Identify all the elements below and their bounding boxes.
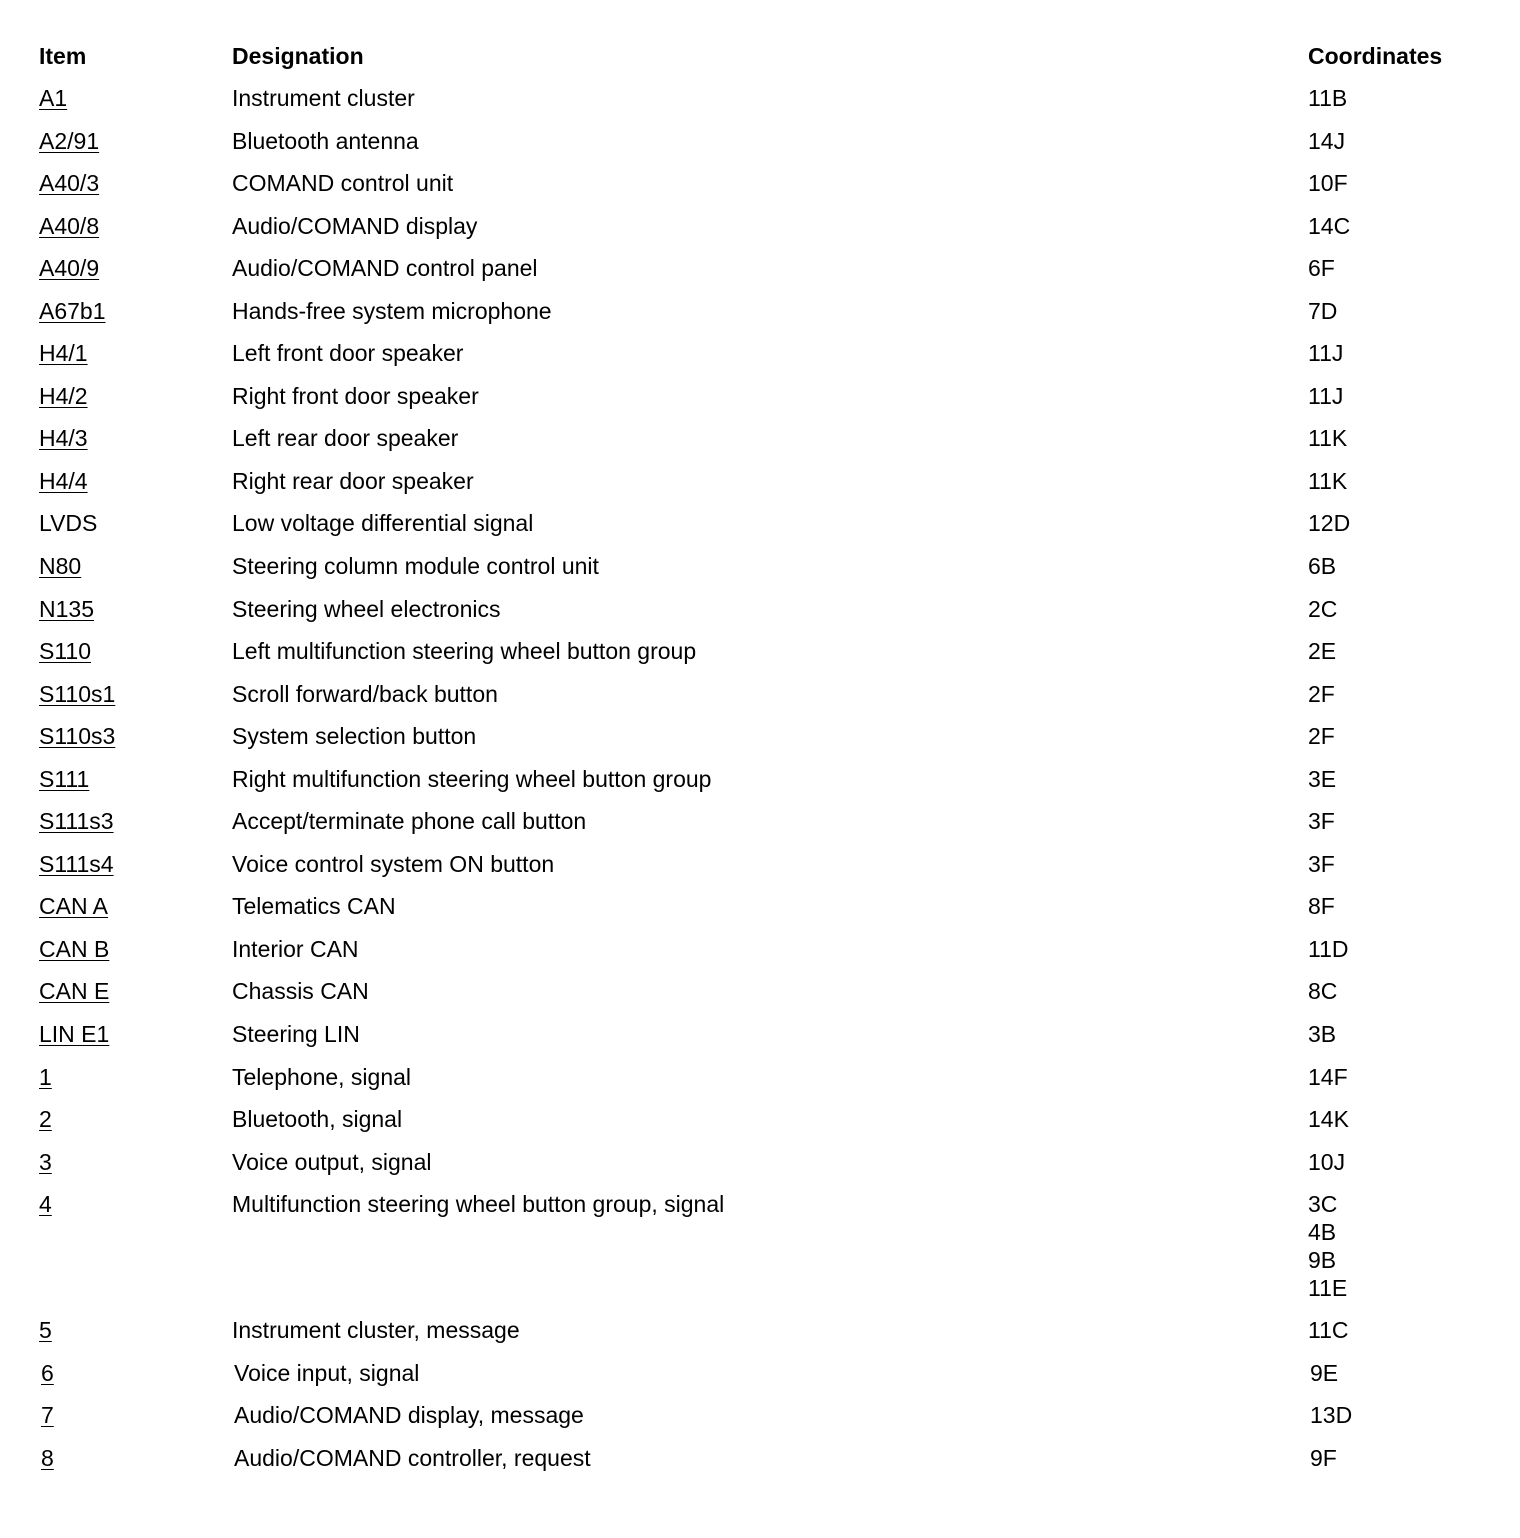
item-link[interactable]: H4/4 <box>39 467 88 494</box>
coordinate-value: 3E <box>1308 765 1337 792</box>
coordinates-cell <box>1308 1105 1479 1133</box>
item-link[interactable]: LIN E1 <box>39 1021 110 1048</box>
item-link[interactable]: CAN A <box>39 893 109 920</box>
item-link[interactable]: A40/8 <box>39 212 100 239</box>
designation-cell: Instrument cluster <box>232 85 415 111</box>
item-link[interactable]: 5 <box>39 1317 52 1344</box>
coordinate-value: 9F <box>1310 1444 1337 1471</box>
item-cell <box>39 297 232 325</box>
table-row <box>39 250 1479 293</box>
designation-cell: Right rear door speaker <box>232 467 474 494</box>
designation-cell: Right multifunction steering wheel button group <box>232 765 712 792</box>
item-cell <box>41 1401 234 1429</box>
coordinates-cell <box>1308 84 1479 112</box>
coordinate-value: 11J <box>1308 382 1344 409</box>
designation-cell: Chassis CAN <box>232 978 369 1005</box>
header-item: Item <box>39 43 87 69</box>
item-link[interactable]: S110 <box>39 638 92 665</box>
table-row <box>39 1186 1479 1312</box>
designation-cell: Multifunction steering wheel button group, signal <box>232 1191 725 1218</box>
table-row <box>39 803 1479 846</box>
coordinate-value: 14F <box>1308 1063 1348 1090</box>
item-link[interactable]: 1 <box>39 1063 52 1090</box>
table-row <box>39 633 1479 676</box>
item-cell <box>39 382 232 410</box>
coordinate-value: 11K <box>1308 467 1348 494</box>
item-link[interactable]: 8 <box>41 1444 54 1471</box>
table-row <box>39 1312 1479 1355</box>
coordinate-value: 8C <box>1308 978 1338 1005</box>
coordinates-cell <box>1308 1190 1479 1302</box>
item-cell <box>39 467 232 495</box>
designation-cell: Steering column module control unit <box>232 553 599 580</box>
item-cell <box>39 1190 232 1218</box>
item-cell <box>41 1359 234 1387</box>
designation-cell: Audio/COMAND display <box>232 212 478 239</box>
item-cell <box>39 977 232 1005</box>
table-header <box>39 38 1479 80</box>
coordinates-cell <box>1308 595 1479 623</box>
item-link[interactable]: H4/3 <box>39 425 88 452</box>
coordinate-value: 2F <box>1308 680 1335 707</box>
coordinates-cell <box>1308 1316 1479 1344</box>
designation-cell: Audio/COMAND controller, request <box>234 1444 591 1471</box>
item-cell <box>39 127 232 155</box>
coordinates-cell <box>1308 552 1479 580</box>
designation-cell: Interior CAN <box>232 935 359 962</box>
table-row <box>39 761 1479 804</box>
table-row <box>39 80 1479 123</box>
table-row <box>39 591 1479 634</box>
designation-cell: Hands-free system microphone <box>232 297 552 324</box>
item-link[interactable]: 7 <box>41 1402 54 1429</box>
designation-cell: Voice output, signal <box>232 1148 432 1175</box>
designation-cell: Accept/terminate phone call button <box>232 808 587 835</box>
designation-cell: Left front door speaker <box>232 340 464 367</box>
coordinate-value: 6B <box>1308 553 1337 580</box>
coordinate-value: 2F <box>1308 723 1335 750</box>
item-link[interactable]: S110s1 <box>39 680 116 707</box>
designation-cell: System selection button <box>232 723 477 750</box>
coordinates-cell <box>1308 467 1479 495</box>
item-link[interactable]: 3 <box>39 1148 52 1175</box>
item-cell <box>39 552 232 580</box>
table-row <box>39 1440 1479 1483</box>
table-row <box>39 846 1479 889</box>
item-cell <box>39 1063 232 1091</box>
designation-cell: Audio/COMAND control panel <box>232 255 538 282</box>
designation-cell: Left multifunction steering wheel button group <box>232 638 697 665</box>
table-row <box>39 1355 1479 1398</box>
table-row <box>39 973 1479 1016</box>
item-cell <box>39 424 232 452</box>
coordinate-value: 11J <box>1308 340 1344 367</box>
item-cell <box>39 84 232 112</box>
item-cell <box>39 212 232 240</box>
designation-cell: Audio/COMAND display, message <box>234 1402 584 1429</box>
item-cell <box>39 765 232 793</box>
item-link[interactable]: A40/3 <box>39 170 100 197</box>
designation-cell: Steering wheel electronics <box>232 595 501 622</box>
coordinate-value: 3B <box>1308 1021 1337 1048</box>
designation-cell: Instrument cluster, message <box>232 1317 520 1344</box>
table-row <box>39 548 1479 591</box>
designation-cell: Scroll forward/back button <box>232 680 498 707</box>
coordinates-cell <box>1308 212 1479 240</box>
item-link[interactable]: 4 <box>39 1191 52 1218</box>
item-link[interactable]: CAN B <box>39 935 110 962</box>
item-link[interactable]: CAN E <box>39 978 110 1005</box>
table-row <box>39 1144 1479 1187</box>
coordinates-cell <box>1308 850 1479 878</box>
table-row <box>39 208 1479 251</box>
coordinate-value: 9B <box>1308 1247 1337 1274</box>
coordinate-value: 3F <box>1308 808 1335 835</box>
designation-cell: Bluetooth, signal <box>232 1106 403 1133</box>
coordinate-value: 2C <box>1308 595 1338 622</box>
item-cell <box>39 722 232 750</box>
coordinate-value: 14J <box>1308 127 1346 154</box>
item-cell <box>39 680 232 708</box>
item-cell <box>39 1316 232 1344</box>
table-row <box>39 293 1479 336</box>
table-row <box>39 165 1479 208</box>
coordinate-value: 4B <box>1308 1219 1337 1246</box>
coordinate-value: 9E <box>1310 1359 1339 1386</box>
coordinates-cell <box>1310 1401 1481 1429</box>
coordinates-cell <box>1308 339 1479 367</box>
coordinates-cell <box>1308 254 1479 282</box>
item-link[interactable]: N135 <box>39 595 94 622</box>
coordinate-value: 8F <box>1308 893 1335 920</box>
table-row <box>39 931 1479 974</box>
item-link[interactable]: S111s4 <box>39 850 114 877</box>
designation-cell: Right front door speaker <box>232 382 479 409</box>
designation-cell: Voice input, signal <box>234 1359 420 1386</box>
coordinate-value: 11C <box>1308 1317 1349 1344</box>
coordinates-cell <box>1308 722 1479 750</box>
coordinate-value: 11D <box>1308 935 1349 962</box>
table-row <box>39 335 1479 378</box>
coordinates-cell <box>1308 509 1479 537</box>
coordinate-value: 13D <box>1310 1402 1353 1429</box>
designation-cell: Left rear door speaker <box>232 425 459 452</box>
table-row <box>39 463 1479 506</box>
designation-cell: COMAND control unit <box>232 170 454 197</box>
coordinates-cell <box>1308 1020 1479 1048</box>
coordinate-value: 14C <box>1308 212 1351 239</box>
table-row <box>39 1059 1479 1102</box>
coordinates-cell <box>1308 297 1479 325</box>
table-row <box>39 1101 1479 1144</box>
table-row <box>39 1397 1479 1440</box>
item-cell <box>39 595 232 623</box>
item-link[interactable]: S111s3 <box>39 808 114 835</box>
item-cell <box>39 339 232 367</box>
designation-cell: Steering LIN <box>232 1021 360 1048</box>
table-row <box>39 505 1479 548</box>
item-link[interactable]: A67b1 <box>39 297 106 324</box>
table-row <box>39 718 1479 761</box>
item-link[interactable]: H4/2 <box>39 382 88 409</box>
item-cell <box>39 935 232 963</box>
coordinates-cell <box>1308 765 1479 793</box>
item-link[interactable]: 2 <box>39 1106 52 1133</box>
item-cell <box>39 637 232 665</box>
coordinates-cell <box>1308 169 1479 197</box>
item-cell <box>39 509 232 537</box>
coordinates-cell <box>1308 977 1479 1005</box>
coordinates-cell <box>1308 1148 1479 1176</box>
item-cell <box>39 1105 232 1133</box>
coordinate-value: 2E <box>1308 638 1337 665</box>
coordinate-value: 3C <box>1308 1191 1338 1218</box>
item-link[interactable]: A1 <box>39 85 68 111</box>
item-cell <box>39 1148 232 1176</box>
item-link[interactable]: A40/9 <box>39 255 100 282</box>
coordinate-value: 6F <box>1308 255 1335 282</box>
designation-cell: Low voltage differential signal <box>232 510 534 537</box>
item-cell <box>39 1020 232 1048</box>
coordinates-cell <box>1310 1444 1481 1472</box>
coordinate-value: 11K <box>1308 425 1348 452</box>
coordinate-value: 7D <box>1308 297 1338 324</box>
item-cell <box>39 850 232 878</box>
table-row <box>39 378 1479 421</box>
coordinate-value: 12D <box>1308 510 1351 537</box>
coordinates-cell <box>1310 1359 1481 1387</box>
item-link[interactable]: S110s3 <box>39 723 116 750</box>
item-link[interactable]: 6 <box>41 1359 54 1386</box>
designation-cell: Voice control system ON button <box>232 850 555 877</box>
item-cell <box>39 254 232 282</box>
legend-table <box>39 38 1479 1482</box>
coordinates-cell <box>1308 637 1479 665</box>
coordinate-value: 14K <box>1308 1106 1349 1133</box>
coordinate-value: 11E <box>1308 1275 1348 1302</box>
item-cell <box>39 892 232 920</box>
coordinates-cell <box>1308 680 1479 708</box>
designation-cell: Bluetooth antenna <box>232 127 419 154</box>
item-cell <box>41 1444 234 1472</box>
designation-cell: Telephone, signal <box>232 1063 412 1090</box>
coordinates-cell <box>1308 382 1479 410</box>
table-body <box>39 80 1479 1482</box>
coordinates-cell <box>1308 127 1479 155</box>
designation-cell: Telematics CAN <box>232 893 396 920</box>
item-link[interactable]: N80 <box>39 553 82 580</box>
coordinates-cell <box>1308 807 1479 835</box>
table-row <box>39 888 1479 931</box>
coordinate-value: 10F <box>1308 170 1348 197</box>
coordinates-cell <box>1308 935 1479 963</box>
item-link[interactable]: A2/91 <box>39 127 100 154</box>
header-designation: Designation <box>232 43 364 69</box>
coordinate-value: 11B <box>1308 85 1348 111</box>
table-row <box>39 676 1479 719</box>
coordinates-cell <box>1308 424 1479 452</box>
coordinates-cell <box>1308 1063 1479 1091</box>
table-row <box>39 123 1479 166</box>
coordinates-cell <box>1308 892 1479 920</box>
header-coordinates: Coordinates <box>1308 43 1443 69</box>
table-row <box>39 1016 1479 1059</box>
item-link[interactable]: H4/1 <box>39 340 88 367</box>
coordinate-value: 10J <box>1308 1148 1346 1175</box>
item-label: LVDS <box>39 510 98 537</box>
item-cell <box>39 807 232 835</box>
coordinate-value: 3F <box>1308 850 1335 877</box>
table-row <box>39 420 1479 463</box>
item-link[interactable]: S111 <box>39 765 90 792</box>
item-cell <box>39 169 232 197</box>
